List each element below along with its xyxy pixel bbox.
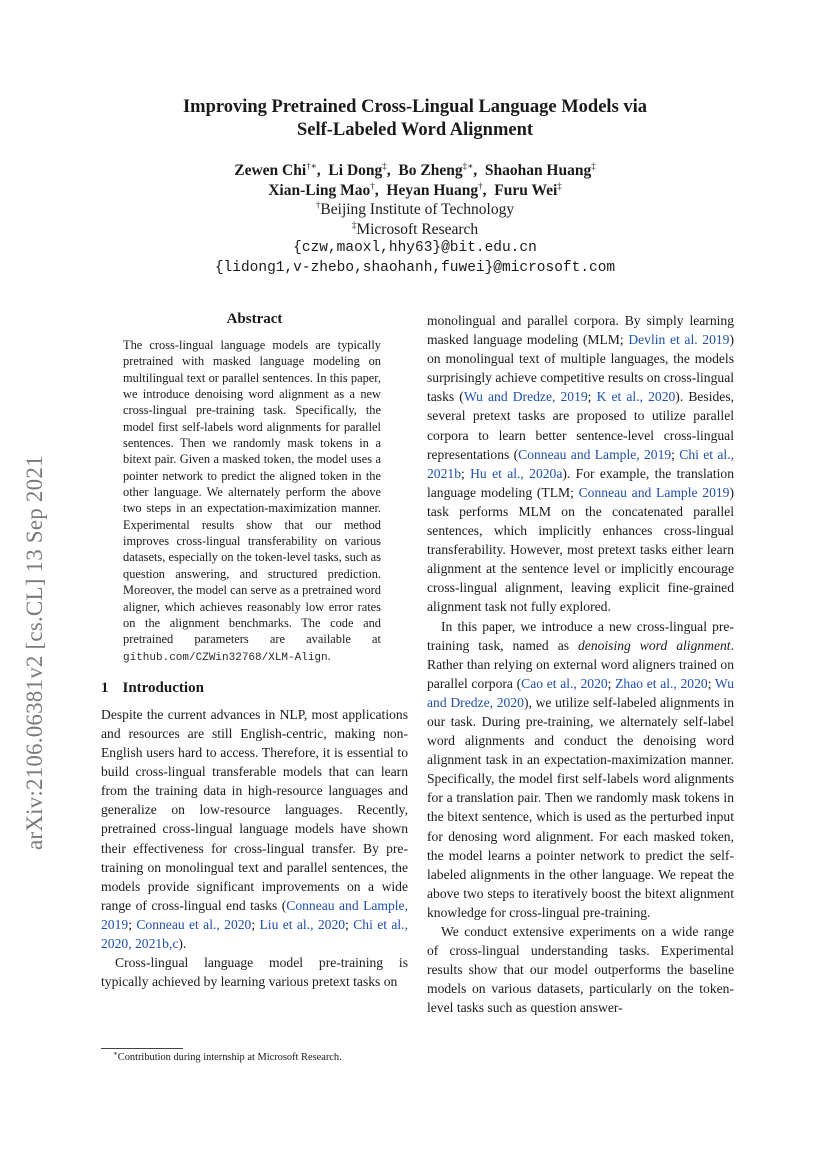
arxiv-identifier-stamp: arXiv:2106.06381v2 [cs.CL] 13 Sep 2021 bbox=[22, 455, 47, 850]
section-heading bbox=[101, 680, 408, 697]
author-mark: ‡ bbox=[382, 160, 387, 171]
paragraph-text: Cross-lingual language model pre-training is typically achieved by learning various pretext tasks on bbox=[101, 955, 408, 990]
paragraph-text: monolingual and parallel corpora. By simply learning masked language modeling (MLM; bbox=[427, 313, 734, 348]
citation-link[interactable]: Conneau and Lample, 2019 bbox=[101, 897, 408, 932]
footnote-text: Contribution during internship at Microsoft Research. bbox=[117, 1052, 342, 1063]
intro-paragraph-1 bbox=[101, 705, 408, 953]
authors-line-2: Xian-Ling Mao†, Heyan Huang†, Furu Wei‡ bbox=[268, 180, 562, 199]
paragraph-text: Despite the current advances in NLP, most applications and resources are still English-centric, making non-English users hard to access. Therefore, it is essential to build cross-lingual transferable models that can learn from the training data in high-resource languages and generalize on low-resource languages. Recently, pretrained cross-lingual language models have shown their effectiveness for cross-lingual transfer. By pre-training on monolingual text and parallel sentences, the models provide significant improvements on a wide range of cross-lingual end tasks ( bbox=[101, 706, 408, 913]
code-link[interactable]: github.com/CZWin32768/XLM-Align bbox=[123, 651, 328, 664]
authors-line-1: Zewen Chi†∗, Li Dong‡, Bo Zheng‡∗, Shaohan Huang‡ bbox=[234, 160, 596, 179]
author-name: Heyan Huang bbox=[386, 182, 479, 199]
paragraph-text: . Rather than relying on external word aligners trained on parallel corpora ( bbox=[427, 637, 734, 691]
paragraph-text: ). For example, the translation language modeling (TLM; bbox=[427, 465, 734, 500]
affiliation bbox=[100, 220, 730, 240]
paragraph-text: ). bbox=[178, 936, 187, 951]
title-line-1: Improving Pretrained Cross-Lingual Language Models via bbox=[182, 97, 648, 117]
author-mark: † bbox=[478, 180, 483, 191]
intro-paragraph-5 bbox=[427, 922, 734, 1017]
citation-link[interactable]: Cao et al., 2020 bbox=[521, 675, 608, 691]
paragraph-text: ). Besides, several pretext tasks are proposed to utilize parallel corpora to learn better sentence-level cross-lingual representations ( bbox=[427, 389, 735, 462]
intro-paragraph-4 bbox=[427, 617, 734, 923]
author-mark: † bbox=[370, 180, 375, 191]
paragraph-text: ; bbox=[251, 916, 260, 932]
paper-title bbox=[100, 96, 730, 142]
email-line: {czw,maoxl,hhy63}@bit.edu.cn bbox=[293, 240, 537, 256]
paragraph-text: ), we utilize self-labeled alignments in our task. During pre-training, we alternately self-label word alignments and conduct the denoising word alignment task in an expectation-maximization manner. Specifically, the model first self-labels word alignments for a translation pair. Then we randomly mask tokens in the bitext sentence, which is used as the perturbed input for denosing word alignment. For each masked token, the model learns a pointer network to predict the self-labeled alignments in the other language. We repeat the above two steps to iteratively boost the bitext alignment knowledge for cross-lingual pre-training. bbox=[427, 694, 734, 920]
affiliation bbox=[100, 200, 730, 220]
author-mark: †∗ bbox=[306, 160, 317, 171]
paragraph-text: ; bbox=[460, 465, 471, 481]
citation-link[interactable]: Conneau et al., 2020 bbox=[136, 916, 252, 932]
paragraph-text: ) on monolingual text of multiple languages, the models surprisingly achieve competitive results on cross-lingual tasks ( bbox=[427, 332, 734, 405]
section-title: Introduction bbox=[122, 679, 204, 696]
footnote bbox=[113, 1051, 342, 1064]
paragraph-text: We conduct extensive experiments on a wide range of cross-lingual understanding tasks. Experimental results show that our model outperforms the baseline models on various datasets, particularly on the token-level tasks such as question answer- bbox=[427, 924, 734, 1016]
paragraph-text: ; bbox=[345, 916, 354, 932]
email-line: {lidong1,v-zhebo,shaohanh,fuwei}@microsoft.com bbox=[214, 260, 616, 276]
right-column bbox=[427, 311, 734, 1017]
intro-paragraph-3 bbox=[427, 311, 734, 617]
section-number: 1 bbox=[101, 679, 109, 696]
abstract-body: The cross-lingual language models are typically pretrained with masked language modeling on multilingual text or parallel sentences. In this paper, we introduce denoising word alignment as a new cross-lingual pre-training task. Specifically, the model first self-labels word alignments for parallel sentences. Then we randomly mask tokens in a bitext pair. Given a masked token, the model uses a pointer network to predict the aligned token in the other language. We alternately perform the above two steps in an expectation-maximization manner. Experimental results show that our method improves cross-lingual transferability on various datasets, especially on the token-level tasks, such as question answering, and structured prediction. Moreover, the model can serve as a pretrained word aligner, which achieves reasonably low error rates on the alignment benchmarks. The code and pretrained parameters are available at github.com/CZWin32768/XLM-Align. bbox=[123, 338, 381, 664]
author-name: Bo Zheng bbox=[398, 162, 463, 179]
author-name: Shaohan Huang bbox=[484, 162, 592, 179]
author-emails bbox=[100, 238, 730, 278]
affiliation-mark: † bbox=[315, 199, 321, 210]
author-name: Furu Wei bbox=[494, 182, 558, 199]
left-column bbox=[101, 311, 408, 991]
citation-link[interactable]: Devlin et al. 2019 bbox=[628, 332, 730, 348]
citation-link[interactable]: K et al., 2020 bbox=[596, 389, 676, 405]
paragraph-text: ; bbox=[128, 916, 137, 932]
citation-link[interactable]: Chi et al., 2020, 2021b,c bbox=[101, 916, 408, 951]
author-mark: ‡ bbox=[591, 160, 596, 171]
paragraph-text: ) task performs MLM on the concatenated parallel sentences, which implicitly enhances cross-lingual transferability. However, most pretext tasks either learn alignment at the sentence level or implicitly encourage cross-lingual alignment, leaving explicit fine-grained alignment task not fully explored. bbox=[427, 484, 734, 615]
paragraph-text: ; bbox=[671, 446, 680, 462]
paragraph-text: ; bbox=[587, 389, 597, 405]
citation-link[interactable]: Wu and Dredze, 2019 bbox=[463, 389, 588, 405]
footnote-mark: ∗ bbox=[113, 1049, 118, 1058]
abstract-heading: Abstract bbox=[226, 311, 283, 327]
affiliations bbox=[100, 200, 730, 239]
emphasized-term: denoising word alignment bbox=[577, 637, 731, 653]
paragraph-text: ; bbox=[707, 675, 715, 691]
citation-link[interactable]: Conneau and Lample 2019 bbox=[578, 484, 730, 500]
author-mark: ‡ bbox=[557, 180, 562, 191]
author-name: Li Dong bbox=[328, 162, 383, 179]
author-mark: ‡∗ bbox=[462, 160, 474, 171]
author-list bbox=[100, 161, 730, 201]
abstract-text: The cross-lingual language models are typically pretrained with masked language modeling on multilingual text or parallel sentences. In this paper, we introduce denoising word alignment as a new cross-lingual pre-training task. Specifically, the model first self-labels word alignments for parallel sentences. Then we randomly mask tokens in a bitext pair. Given a masked token, the model uses a pointer network to predict the aligned token in the other language. We alternately perform the above two steps in an expectation-maximization manner. Experimental results show that our method improves cross-lingual transferability on various datasets, especially on the token-level tasks, such as question answering, and structured prediction. Moreover, the model can serve as a pretrained word aligner, which achieves reasonably low error rates on the alignment benchmarks. The code and pretrained parameters are available at bbox=[123, 338, 381, 647]
paragraph-text: In this paper, we introduce a new cross-lingual pre-training task, named as bbox=[427, 618, 734, 653]
citation-link[interactable]: Liu et al., 2020 bbox=[259, 916, 346, 932]
citation-link[interactable]: Wu and Dredze, 2020 bbox=[427, 675, 734, 710]
affiliation-name: Beijing Institute of Technology bbox=[320, 201, 515, 218]
paragraph-text: ; bbox=[607, 675, 616, 691]
citation-link[interactable]: Hu et al., 2020a bbox=[470, 465, 563, 481]
citation-link[interactable]: Conneau and Lample, 2019 bbox=[518, 446, 672, 462]
intro-paragraph-2 bbox=[101, 953, 408, 991]
citation-link[interactable]: Chi et al., 2021b bbox=[427, 446, 734, 481]
author-name: Zewen Chi bbox=[234, 162, 307, 179]
affiliation-name: Microsoft Research bbox=[356, 220, 479, 238]
citation-link[interactable]: Zhao et al., 2020 bbox=[615, 675, 708, 691]
author-name: Xian-Ling Mao bbox=[268, 182, 371, 199]
affiliation-mark: ‡ bbox=[351, 219, 357, 230]
title-line-2: Self-Labeled Word Alignment bbox=[296, 120, 534, 140]
